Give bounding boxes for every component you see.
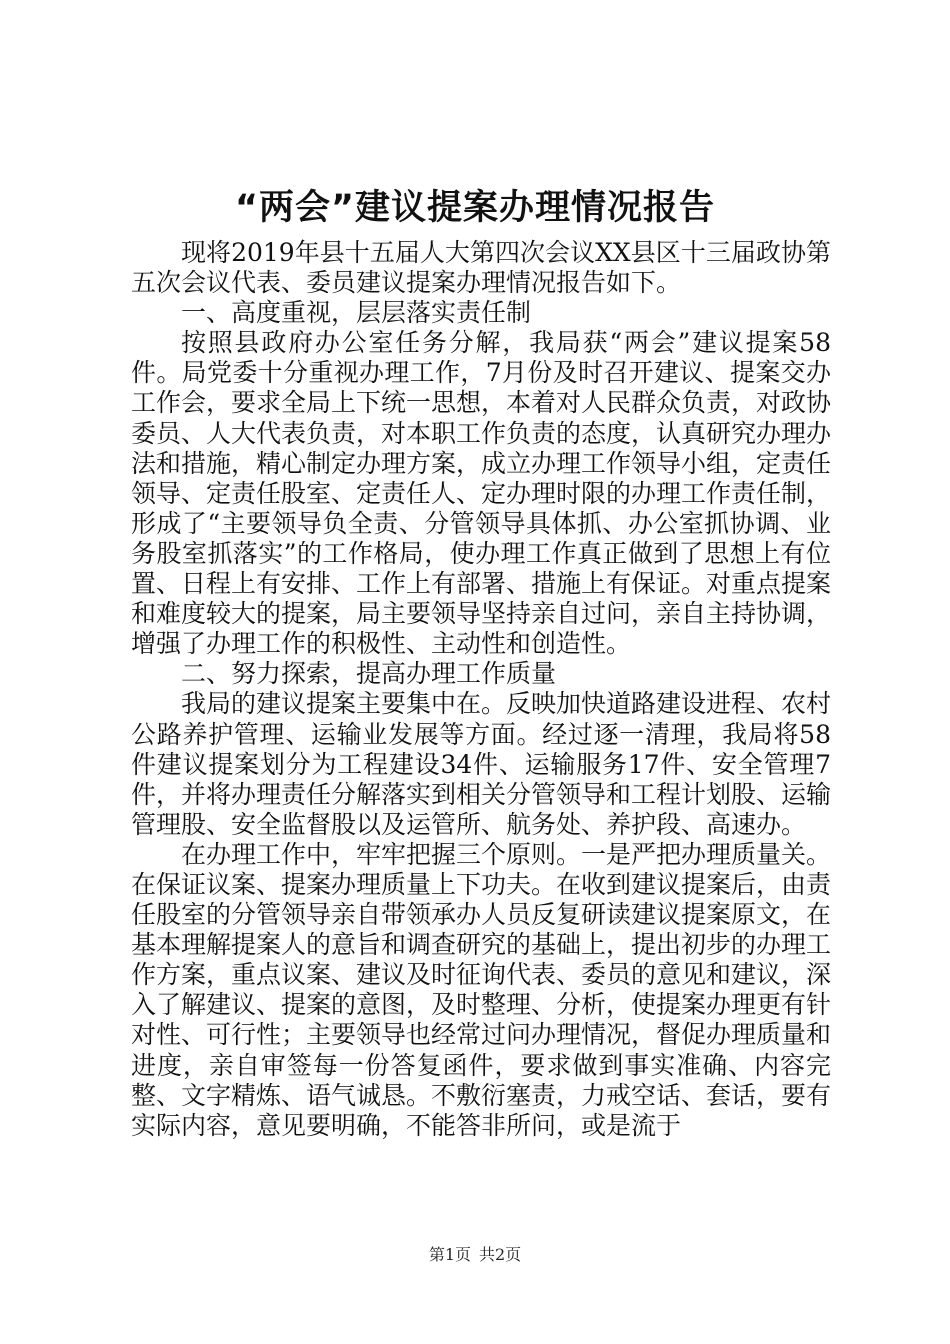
page-total: 共2页 <box>479 1245 522 1264</box>
page-number: 第1页 <box>428 1245 471 1264</box>
paragraph-section-1: 按照县政府办公室任务分解，我局获“两会”建议提案58件。局党委十分重视办理工作，7月份及时召开建议、提案交办工作会，要求全局上下统一思想，本着对人民群众负责，对政协委员、人大代表负责，对本职工作负责的态度，认真研究办理办法和措施，精心制定办理方案，成立办理工作领导小组，定责任领导、定责任股室、定责任人、定办理时限的办理工作责任制，形成了“主要领导负全责、分管领导具体抓、办公室抓协调、业务股室抓落实”的工作格局，使办理工作真正做到了思想上有位置、日程上有安排、工作上有部署、措施上有保证。对重点提案和难度较大的提案，局主要领导坚持亲自过问，亲自主持协调，增强了办理工作的积极性、主动性和创造性。 <box>131 328 832 659</box>
paragraph-principles: 在办理工作中，牢牢把握三个原则。一是严把办理质量关。在保证议案、提案办理质量上下功夫。在收到建议提案后，由责任股室的分管领导亲自带领承办人员反复研读建议提案原文，在基本理解提案人的意旨和调查研究的基础上，提出初步的办理工作方案，重点议案、建议及时征询代表、委员的意见和建议，深入了解建议、提案的意图，及时整理、分析，使提案办理更有针对性、可行性；主要领导也经常过问办理情况，督促办理质量和进度，亲自审签每一份答复函件，要求做到事实准确、内容完整、文字精炼、语气诚恳。不敷衍塞责，力戒空话、套话，要有实际内容，意见要明确，不能答非所问，或是流于 <box>131 839 832 1140</box>
paragraph-section-2: 我局的建议提案主要集中在。反映加快道路建设进程、农村公路养护管理、运输业发展等方面。经过逐一清理，我局将58件建议提案划分为工程建设34件、运输服务17件、安全管理7件，并将办理责任分解落实到相关分管领导和工程计划股、运输管理股、安全监督股以及运管所、航务处、养护段、高速办。 <box>131 689 832 839</box>
document-title: “两会”建议提案办理情况报告 <box>234 188 715 228</box>
paragraph-intro: 现将2019年县十五届人大第四次会议XX县区十三届政协第五次会议代表、委员建议提案办理情况报告如下。 <box>131 238 831 298</box>
section-heading-1: 一、高度重视，层层落实责任制 <box>181 298 532 328</box>
section-heading-2: 二、努力探索，提高办理工作质量 <box>181 659 557 689</box>
document-body <box>131 238 831 1141</box>
page-footer <box>0 1245 950 1265</box>
